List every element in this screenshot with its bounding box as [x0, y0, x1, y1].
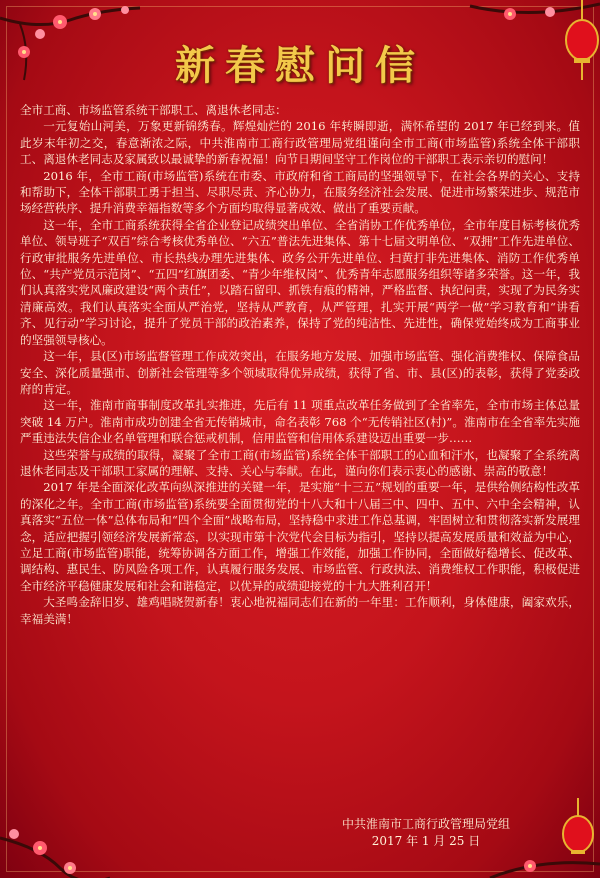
letter-paragraph: 一元复始山河美，万象更新锦绣春。辉煌灿烂的 2016 年转瞬即逝，满怀希望的 2017 年已经到来。值此岁末年初之交，春意渐浓之际，中共淮南市工商行政管理局党组谨向全市工商(市场监管)系统全体干部职工、离退休老同志及家属致以最诚挚的新春祝福！向节日期间坚守工作岗位的干部职工表示亲切的慰问！: [20, 119, 580, 167]
letter-title: 新春慰问信: [175, 43, 425, 89]
signature-date: 2017 年 1 月 25 日: [371, 834, 481, 848]
letter-body: [20, 102, 580, 627]
letter-paragraph: 2017 年是全面深化改革向纵深推进的关键一年，是实施“十三五”规划的重要一年，是供给侧结构性改革的深化之年。全市工商(市场监管)系统要全面贯彻党的十八大和十八届三中、四中、五中、六中全会精神，认真落实“五位一体”总体布局和“四个全面”战略布局，坚持稳中求进工作总基调，牢固树立和贯彻落实新发展理念，适应把握引领经济发展新常态，以实现市第十次党代会目标为指引，坚持以提高发展质量和效益为中心，立足工商(市场监管)职能，统筹协调各方面工作，增强工作效能，加强工作协同，全面做好稳增长、促改革、调结构、惠民生、防风险各项工作，认真履行服务发展、市场监管、行政执法、消费维权工作职能，积极促进全市经济平稳健康发展和社会和谐稳定，以优异的成绩迎接党的十九大胜利召开！: [20, 480, 580, 593]
letter-paragraph: 这一年，县(区)市场监督管理工作成效突出，在服务地方发展、加强市场监管、强化消费维权、保障食品安全、深化质量强市、创新社会管理等多个领域取得优异成绩，获得了省、市、县(区)的表彰，获得了党委政府的肯定。: [20, 349, 580, 396]
letter-paragraph: 这一年，淮南市商事制度改革扎实推进，先后有 11 项重点改革任务做到了全省率先，全市市场主体总量突破 14 万户。淮南市成功创建全省无传销城市，命名表彰 768 个“无传销社区(村)”。淮南市在全省率先实施严重违法失信企业名单管理和联合惩戒机制，信用监管和信用体系建设迈出重要一步……: [20, 398, 580, 446]
letter-paragraph: 这些荣誉与成绩的取得，凝聚了全市工商(市场监管)系统全体干部职工的心血和汗水，也凝聚了全系统离退休老同志及干部职工家属的理解、支持、关心与奉献。在此，谨向你们表示衷心的感谢、崇高的敬意！: [20, 447, 580, 478]
letter-greeting: 全市工商、市场监管系统干部职工、离退休老同志：: [20, 103, 287, 117]
signature-org: 中共淮南市工商行政管理局党组: [341, 817, 510, 831]
signature-block: [342, 816, 510, 850]
plum-blossom-corner-icon: [0, 768, 150, 878]
letter-paragraph: 2016 年，全市工商(市场监管)系统在市委、市政府和省工商局的坚强领导下，在社会各界的关心、支持和帮助下，全体干部职工勇于担当、尽职尽责、齐心协力，在服务经济社会发展、促进市场繁荣进步、规范市场经营秩序、提升消费幸福指数等多个方面均取得显著成效、做出了重要贡献。: [20, 168, 580, 216]
letter-paragraph: 这一年，全市工商系统获得全省企业登记成绩突出单位、全省消协工作优秀单位，全市年度目标考核优秀单位、领导班子“双百”综合考核优秀单位、“六五”普法先进集体、第十七届文明单位、“双拥”工作先进单位、行政审批服务先进单位、市长热线办理先进集体、政务公开先进单位、扫黄打非先进集体、消防工作优秀单位、“共产党员示范岗”、“五四”红旗团委、“青少年维权岗”、优秀青年志愿服务组织等诸多荣誉。这一年，我们认真落实党风廉政建设“两个责任”，以踏石留印、抓铁有痕的精神，严格监督、执纪问责，实现了为民务实清廉高效。我们认真落实全面从严治党，坚持从严教育，从严管理，扎实开展“两学一做”学习教育和“讲看齐、见行动”学习讨论，提升了党员干部的政治素养，保持了党的纯洁性、先进性，确保党始终成为工商事业的坚强领导核心。: [20, 217, 580, 347]
letter-paragraph: 大圣鸣金辞旧岁、雄鸡唱晓贺新春！衷心地祝福同志们在新的一年里：工作顺利，身体健康，阖家欢乐，幸福美满！: [20, 595, 580, 626]
